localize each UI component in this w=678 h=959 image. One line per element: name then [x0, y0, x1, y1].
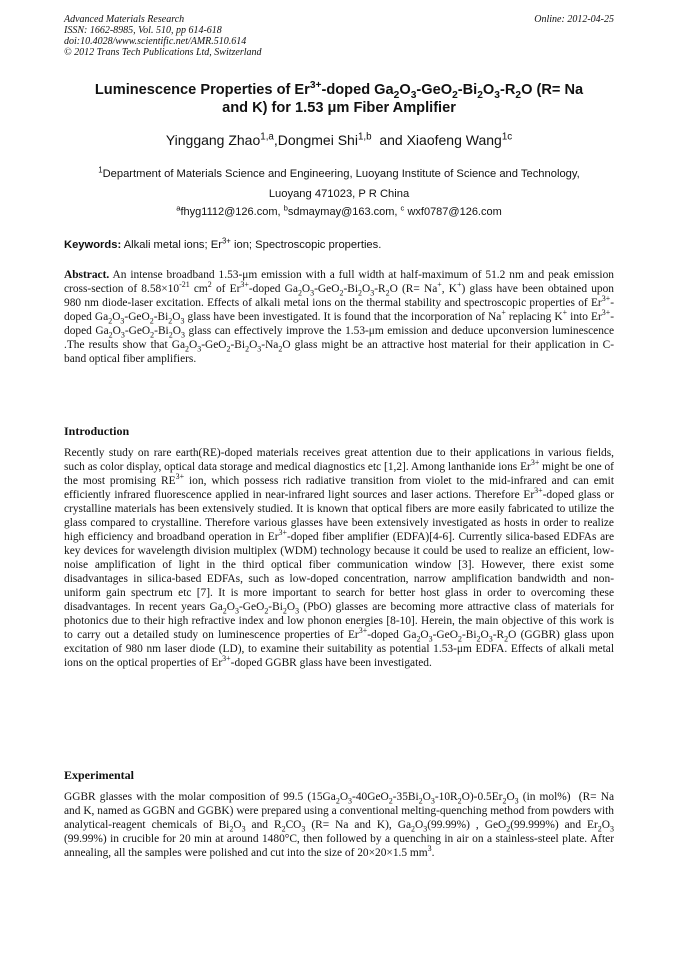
abstract [64, 268, 614, 366]
experimental-text: GGBR glasses with the molar composition of 99.5 $(15Ga_2O_3-40GeO_2-35Bi_2O_3-10R_2O)-0.5Er_2O_3$ (in mol%) (R= Na and K, named as GGBN and GGBK) were prepared using a conventional melting-quenching method from powders with analytical-reagent chemicals of $Bi_2O_3$ and $R_2CO_3$ (R= Na and K), $Ga_2O_3(99.99\%)$ , GeO$_2$(99.999%) and $Er_2O_3$ (99.99%) in crucible for 20 min at around 1480°C, then followed by a quenching in air on a stainless-steel plate. After annealing, all the samples were polished and cut into the size of 20×20×1.5 $mm^3$. [64, 791, 615, 859]
abstract-label: Abstract. [64, 269, 110, 281]
paper-title: Luminescence Properties of $Er^{3+}$-doped $Ga_2O_3-GeO_2-Bi_2O_3-R_2O$ (R= Na and K) for 1.53 μm Fiber Amplifier [94, 80, 584, 116]
online-date: Online: 2012-04-25 [534, 14, 614, 25]
affiliation: $^1$Department of Materials Science and Engineering, Luoyang Institute of Science and Technology, Luoyang 471023, P R China [98, 165, 580, 200]
introduction-text: Recently study on rare earth(RE)-doped materials receives great attention due to their applications in various fields, such as color display, optical data storage and medical diagnostics etc [1,2]. Among lanthanide ions $Er^{3+}$ might be one of the most promising $RE^{3+}$ ion, which possess rich radiative transition from violet to the mid-infrared and can emit efficiently infrared fluorescence applied in near-infrared light sources and laser actions. Therefore $Er^{3+}$-doped glass or crystalline materials has been extensively studied. It is known that optical fibers are more easily fabricated to utilize the glass compared to crystalline. Therefore various glasses have been extensively investigated as hosts in order to realize high efficiency and broadband operation in $Er^{3+}$-doped fiber amplifier (EDFA)[4-6]. Currently silica-based EDFAs are key devices for wavelength division multiplex (WDM) technology because it could be used to realize an efficient, low-noise amplification of light in the third optical fiber communication window [3]. However, there exist some disadvantages in silica-based EDFAs, such as low-doped concentration, narrow amplification bandwidth and non-uniform gain spectrum etc [7]. It is more important to search for better host glass in order to overcoming these disadvantages. In recent years $Ga_2O_3-GeO_2-Bi_2O_3$ (PbO) glasses are becoming more attractive class of materials for photonics due to their high refractive index and low phonon energies [8-10]. Herein, the main objective of this work is to carry out a detailed study on luminescence properties of $Er^{3+}$-doped $Ga_2O_3-GeO_2-Bi_2O_3-R_2O$ (GGBR) glass upon excitation of 980 nm laser diode (LD), to examine their suitability as potential 1.53-μm EDFA. Effects of alkali metal ions on the optical properties of $Er^{3+}$-doped GGBR glass have been investigated. [64, 447, 614, 669]
author-emails: $^a$fhyg1112@126.com, $^b$sdmaymay@163.com, $^c$ wxf0787@126.com [176, 203, 502, 218]
author-list: Yinggang Zhao$^{1,a}$,Dongmei Shi$^{1,b}$ and Xiaofeng Wang$^{1c}$ [165, 131, 513, 148]
keywords-label: Keywords: [64, 239, 122, 251]
experimental-heading: Experimental [64, 768, 134, 782]
copyright-line: © 2012 Trans Tech Publications Ltd, Switzerland [64, 47, 262, 58]
journal-header [64, 14, 614, 58]
issn-line: ISSN: 1662-8985, Vol. 510, pp 614-618 [64, 25, 222, 36]
keywords-text: Alkali metal ions; $Er^{3+}$ ion; Spectroscopic properties. [121, 236, 382, 251]
keywords [64, 238, 614, 252]
introduction-heading: Introduction [64, 424, 130, 438]
abstract-text: An intense broadband 1.53-μm emission with a full width at half-maximum of 51.2 nm and peak emission cross-section of $8.58\times 10^{-21}$ $cm^2$ of $Er^{3+}$-doped $Ga_2O_3-GeO_2-Bi_2O_3-R_2O$ (R= Na+, K+) glass have been obtained upon 980 nm diode-laser excitation. Effects of alkali metal ions on the thermal stability and spectroscopic properties of $Er^{3+}$-doped $Ga_2O_3-GeO_2-Bi_2O_3$ glass have been investigated. It is found that the incorporation of Na+ replacing K+ into $Er^{3+}$-doped $Ga_2O_3-GeO_2-Bi_2O_3$ glass can effectively improve the 1.53-μm emission and deduce upconversion luminescence .The results show that $Ga_2O_3-GeO_2-Bi_2O_3-Na_2O$ glass might be an attractive host material for their application in C-band optical fiber amplifiers. [64, 269, 615, 365]
doi-line: doi:10.4028/www.scientific.net/AMR.510.614 [64, 36, 247, 47]
journal-name: Advanced Materials Research [64, 14, 185, 25]
